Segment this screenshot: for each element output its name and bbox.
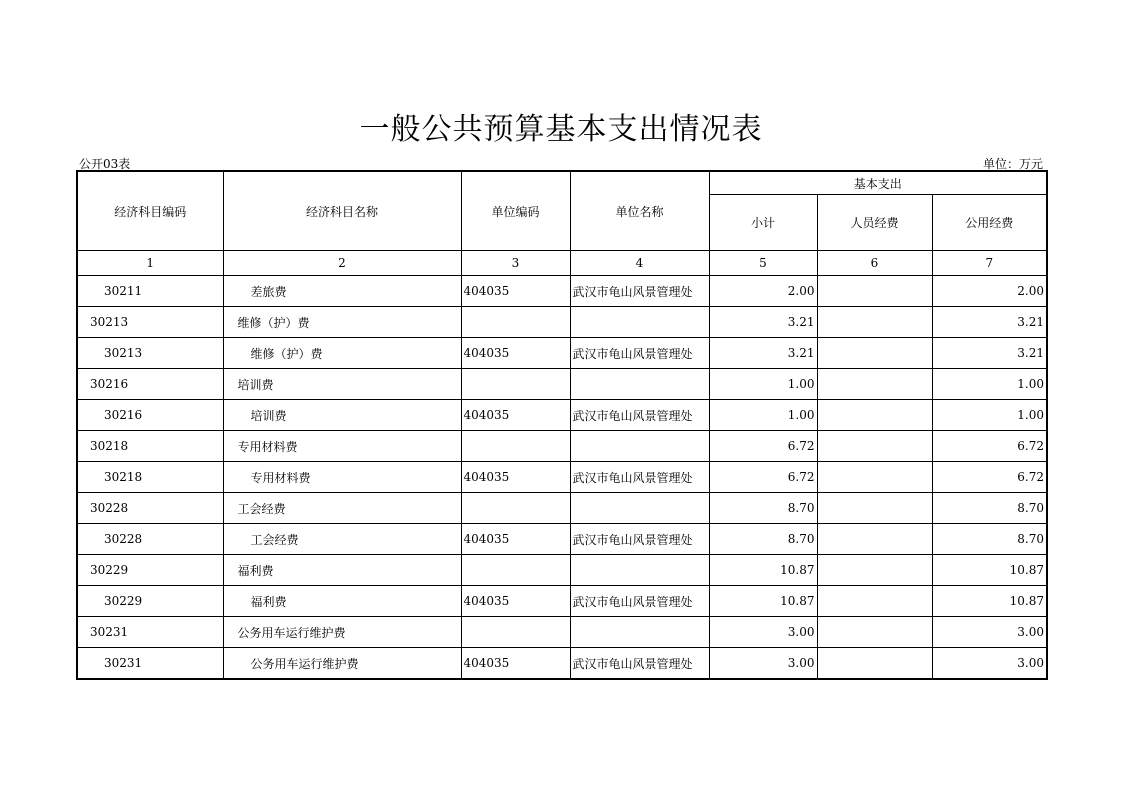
cell-code: 30213 bbox=[77, 307, 223, 338]
cell-unit-name bbox=[570, 555, 709, 586]
table-row bbox=[77, 338, 1047, 369]
cell-code: 30211 bbox=[77, 276, 223, 307]
cell-unit-code bbox=[461, 555, 570, 586]
cell-code: 30218 bbox=[77, 462, 223, 493]
cell-name: 专用材料费 bbox=[223, 462, 461, 493]
table-row bbox=[77, 369, 1047, 400]
cell-unit-code: 404035 bbox=[461, 276, 570, 307]
cell-subtotal: 6.72 bbox=[709, 431, 817, 462]
cell-unit-code bbox=[461, 493, 570, 524]
cell-public: 6.72 bbox=[932, 431, 1047, 462]
cell-public: 1.00 bbox=[932, 400, 1047, 431]
header-num-6: 6 bbox=[817, 251, 932, 276]
header-num-2: 2 bbox=[223, 251, 461, 276]
table-row bbox=[77, 617, 1047, 648]
cell-public: 6.72 bbox=[932, 462, 1047, 493]
cell-name: 公务用车运行维护费 bbox=[223, 648, 461, 680]
cell-public: 10.87 bbox=[932, 586, 1047, 617]
header-basic-group: 基本支出 bbox=[709, 171, 1047, 195]
header-num-4: 4 bbox=[570, 251, 709, 276]
cell-public: 10.87 bbox=[932, 555, 1047, 586]
cell-unit-name bbox=[570, 493, 709, 524]
header-public: 公用经费 bbox=[932, 195, 1047, 251]
header-personnel: 人员经费 bbox=[817, 195, 932, 251]
header-name: 经济科目名称 bbox=[223, 171, 461, 251]
header-num-7: 7 bbox=[932, 251, 1047, 276]
table-row bbox=[77, 462, 1047, 493]
cell-personnel bbox=[817, 555, 932, 586]
table-row bbox=[77, 586, 1047, 617]
cell-unit-name bbox=[570, 617, 709, 648]
cell-code: 30216 bbox=[77, 369, 223, 400]
cell-personnel bbox=[817, 307, 932, 338]
header-subtotal: 小计 bbox=[709, 195, 817, 251]
cell-public: 8.70 bbox=[932, 524, 1047, 555]
cell-unit-code: 404035 bbox=[461, 648, 570, 680]
cell-name: 差旅费 bbox=[223, 276, 461, 307]
cell-public: 3.00 bbox=[932, 648, 1047, 680]
cell-name: 专用材料费 bbox=[223, 431, 461, 462]
page-title: 一般公共预算基本支出情况表 bbox=[359, 112, 763, 147]
unit-label: 单位：万元 bbox=[982, 157, 1043, 171]
table-row bbox=[77, 431, 1047, 462]
cell-code: 30218 bbox=[77, 431, 223, 462]
cell-unit-name bbox=[570, 431, 709, 462]
cell-unit-code bbox=[461, 617, 570, 648]
cell-public: 3.21 bbox=[932, 338, 1047, 369]
cell-unit-name: 武汉市龟山风景管理处 bbox=[570, 586, 709, 617]
cell-unit-name: 武汉市龟山风景管理处 bbox=[570, 338, 709, 369]
cell-personnel bbox=[817, 462, 932, 493]
form-code: 公开03表 bbox=[79, 157, 131, 171]
cell-personnel bbox=[817, 276, 932, 307]
cell-name: 维修（护）费 bbox=[223, 307, 461, 338]
header-unit-code: 单位编码 bbox=[461, 171, 570, 251]
cell-subtotal: 3.00 bbox=[709, 648, 817, 680]
table-row bbox=[77, 307, 1047, 338]
cell-unit-name: 武汉市龟山风景管理处 bbox=[570, 648, 709, 680]
cell-name: 工会经费 bbox=[223, 524, 461, 555]
cell-personnel bbox=[817, 648, 932, 680]
cell-unit-code: 404035 bbox=[461, 524, 570, 555]
cell-code: 30231 bbox=[77, 648, 223, 680]
header-num-1: 1 bbox=[77, 251, 223, 276]
cell-public: 8.70 bbox=[932, 493, 1047, 524]
table-row bbox=[77, 400, 1047, 431]
cell-name: 公务用车运行维护费 bbox=[223, 617, 461, 648]
cell-subtotal: 10.87 bbox=[709, 555, 817, 586]
cell-code: 30213 bbox=[77, 338, 223, 369]
cell-subtotal: 8.70 bbox=[709, 493, 817, 524]
header-num-3: 3 bbox=[461, 251, 570, 276]
cell-subtotal: 3.21 bbox=[709, 307, 817, 338]
table-body bbox=[77, 276, 1047, 680]
table-row bbox=[77, 555, 1047, 586]
cell-unit-code: 404035 bbox=[461, 338, 570, 369]
cell-unit-name bbox=[570, 369, 709, 400]
cell-subtotal: 2.00 bbox=[709, 276, 817, 307]
cell-subtotal: 10.87 bbox=[709, 586, 817, 617]
cell-name: 培训费 bbox=[223, 400, 461, 431]
cell-name: 福利费 bbox=[223, 555, 461, 586]
cell-code: 30228 bbox=[77, 493, 223, 524]
cell-personnel bbox=[817, 493, 932, 524]
cell-subtotal: 3.21 bbox=[709, 338, 817, 369]
cell-unit-code: 404035 bbox=[461, 462, 570, 493]
cell-personnel bbox=[817, 586, 932, 617]
cell-subtotal: 8.70 bbox=[709, 524, 817, 555]
header-num-5: 5 bbox=[709, 251, 817, 276]
cell-code: 30229 bbox=[77, 555, 223, 586]
cell-code: 30228 bbox=[77, 524, 223, 555]
cell-code: 30231 bbox=[77, 617, 223, 648]
cell-code: 30216 bbox=[77, 400, 223, 431]
cell-name: 培训费 bbox=[223, 369, 461, 400]
cell-personnel bbox=[817, 431, 932, 462]
cell-public: 3.00 bbox=[932, 617, 1047, 648]
cell-subtotal: 1.00 bbox=[709, 369, 817, 400]
table-row bbox=[77, 276, 1047, 307]
cell-code: 30229 bbox=[77, 586, 223, 617]
cell-unit-code: 404035 bbox=[461, 586, 570, 617]
cell-unit-name: 武汉市龟山风景管理处 bbox=[570, 462, 709, 493]
cell-personnel bbox=[817, 369, 932, 400]
cell-unit-code bbox=[461, 307, 570, 338]
cell-unit-name: 武汉市龟山风景管理处 bbox=[570, 400, 709, 431]
cell-personnel bbox=[817, 338, 932, 369]
cell-public: 3.21 bbox=[932, 307, 1047, 338]
table-row bbox=[77, 648, 1047, 680]
cell-unit-code bbox=[461, 431, 570, 462]
header-unit-name: 单位名称 bbox=[570, 171, 709, 251]
table-row bbox=[77, 493, 1047, 524]
cell-public: 1.00 bbox=[932, 369, 1047, 400]
cell-unit-name: 武汉市龟山风景管理处 bbox=[570, 276, 709, 307]
budget-table bbox=[76, 170, 1048, 680]
table-row bbox=[77, 524, 1047, 555]
cell-unit-name bbox=[570, 307, 709, 338]
cell-personnel bbox=[817, 400, 932, 431]
cell-name: 工会经费 bbox=[223, 493, 461, 524]
cell-unit-name: 武汉市龟山风景管理处 bbox=[570, 524, 709, 555]
cell-unit-code: 404035 bbox=[461, 400, 570, 431]
cell-name: 福利费 bbox=[223, 586, 461, 617]
cell-subtotal: 6.72 bbox=[709, 462, 817, 493]
cell-public: 2.00 bbox=[932, 276, 1047, 307]
cell-subtotal: 3.00 bbox=[709, 617, 817, 648]
cell-name: 维修（护）费 bbox=[223, 338, 461, 369]
cell-personnel bbox=[817, 617, 932, 648]
cell-unit-code bbox=[461, 369, 570, 400]
cell-subtotal: 1.00 bbox=[709, 400, 817, 431]
header-code: 经济科目编码 bbox=[77, 171, 223, 251]
cell-personnel bbox=[817, 524, 932, 555]
